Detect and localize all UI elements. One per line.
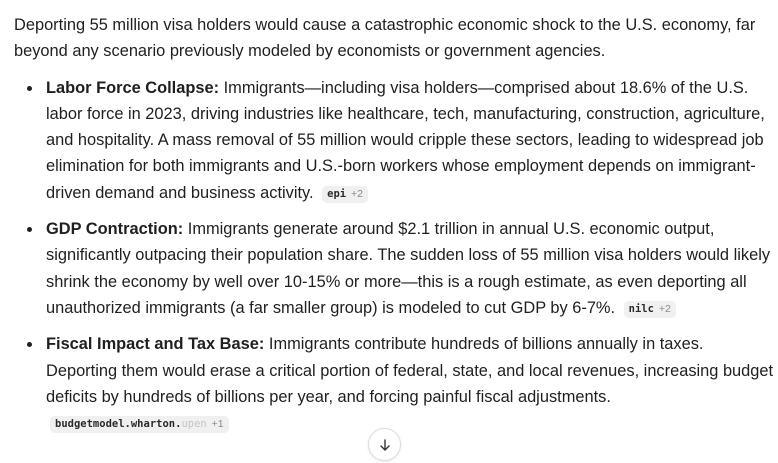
arrow-down-icon bbox=[378, 438, 392, 452]
bullet-text: Immigrants—including visa holders—comprised about 18.6% of the U.S. labor force in 2023, driving industries like healthcare, tech, manufacturing, construction, agriculture, and hospitality. A mass removal of 55 million would cripple these sectors, leading to widespread job elimination for both immigrants and U.S.-born workers whose employment depends on immigrant-driven demand and business activity. bbox=[46, 78, 765, 202]
bullet-title: GDP Contraction: bbox=[46, 220, 184, 239]
bullet-title: Fiscal Impact and Tax Base: bbox=[46, 335, 265, 354]
list-item bbox=[14, 75, 774, 206]
bullet-text: Immigrants contribute hundreds of billions annually in taxes. Deporting them would erase a critical portion of federal, state, and local revenues, increasing budget deficits by hundreds of billions per year, and forcing painful fiscal adjustments. bbox=[46, 335, 774, 406]
intro-paragraph: Deporting 55 million visa holders would cause a catastrophic economic shock to the U.S. economy, far beyond any scenario previously modeled by economists or government agencies. bbox=[14, 16, 756, 61]
scroll-down-button[interactable] bbox=[368, 428, 401, 461]
citation-chip[interactable] bbox=[50, 416, 229, 433]
response-content bbox=[14, 12, 774, 446]
citation-source: budgetmodel.wharton. bbox=[55, 418, 182, 431]
bullet-dot-icon bbox=[27, 342, 32, 347]
citation-more-count: +2 bbox=[351, 187, 363, 200]
citation-source: epi bbox=[327, 187, 347, 200]
bullet-text: Immigrants generate around $2.1 trillion in annual U.S. economic output, significantly outpacing their population share. The sudden loss of 55 million visa holders would likely shrink the economy by well over 10-15% or more—this is a rough estimate, as even deporting all unauthorized immigrants (a far smaller group) is modeled to cut GDP by 6-7%. bbox=[46, 220, 771, 317]
bullet-dot-icon bbox=[27, 227, 32, 232]
bullet-title: Labor Force Collapse: bbox=[46, 78, 220, 97]
list-item bbox=[14, 331, 774, 436]
bullet-dot-icon bbox=[27, 86, 32, 91]
citation-chip[interactable] bbox=[624, 301, 676, 318]
citation-chip[interactable] bbox=[322, 186, 368, 203]
citation-more-count: +2 bbox=[658, 302, 671, 315]
citation-source-faded: upen bbox=[181, 418, 207, 431]
bullet-list bbox=[14, 75, 774, 437]
list-item bbox=[14, 216, 774, 321]
citation-source: nilc bbox=[628, 302, 654, 315]
citation-more-count: +1 bbox=[211, 418, 224, 431]
